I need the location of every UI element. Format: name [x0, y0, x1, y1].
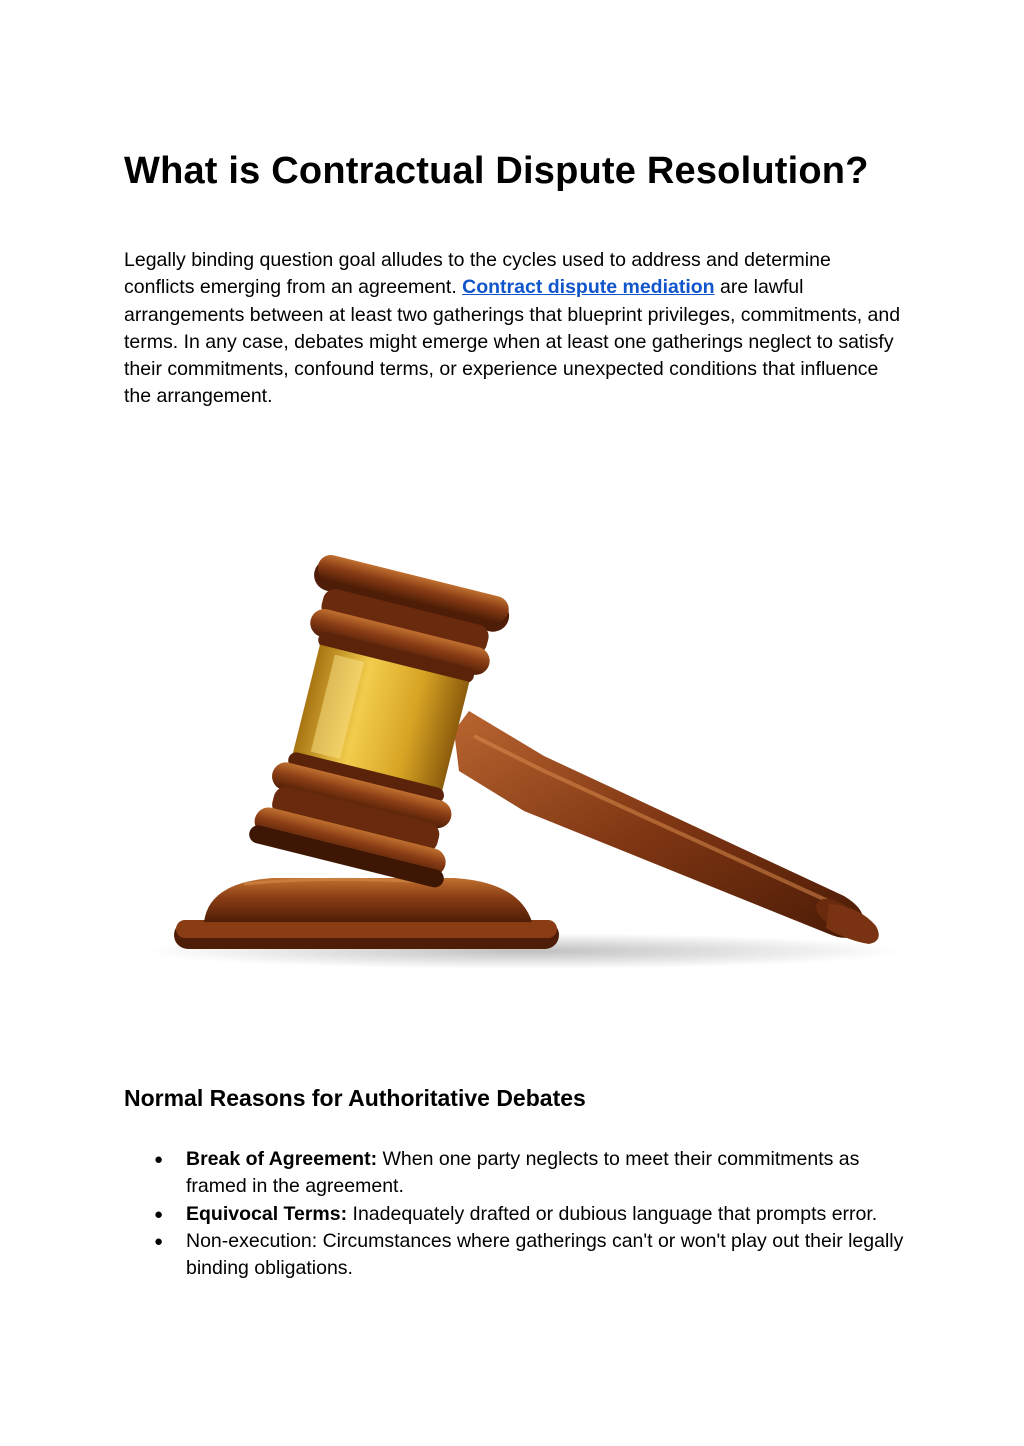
bullet-icon: ●	[154, 1232, 164, 1250]
list-item-text: Non-execution: Circumstances where gatherings can't or won't play out their legally binding obligations.	[186, 1229, 904, 1280]
list-item	[124, 1201, 924, 1228]
intro-text-before: Legally binding question goal alludes to the cycles used to address and determine conflicts emerging from an agreement.	[124, 249, 831, 299]
bullet-icon: ●	[154, 1205, 164, 1223]
gavel-illustration-icon	[124, 436, 904, 1006]
page-title: What is Contractual Dispute Resolution?	[124, 150, 869, 192]
list-item-text: Inadequately drafted or dubious language that prompts error.	[347, 1202, 878, 1225]
list-item-label: Break of Agreement:	[186, 1148, 378, 1170]
list-item-label: Equivocal Terms:	[186, 1202, 348, 1225]
list-item	[124, 1228, 924, 1283]
section-heading: Normal Reasons for Authoritative Debates	[124, 1085, 586, 1111]
reasons-list	[124, 1146, 924, 1282]
contract-dispute-mediation-link[interactable]: Contract dispute mediation	[462, 276, 715, 299]
intro-text-after: are lawful arrangements between at least two gatherings that blueprint privileges, commitments, and terms. In any case, debates might emerge when at least one gatherings neglect to satisfy their commitments, confound terms, or experience unexpected conditions that influence the arrangement.	[124, 276, 901, 408]
list-item-text: When one party neglects to meet their commitments as framed in the agreement.	[186, 1148, 860, 1198]
sound-block	[174, 878, 559, 949]
intro-paragraph	[124, 247, 904, 411]
gavel-image	[124, 436, 904, 1006]
list-item	[124, 1146, 924, 1201]
bullet-icon: ●	[154, 1151, 164, 1168]
